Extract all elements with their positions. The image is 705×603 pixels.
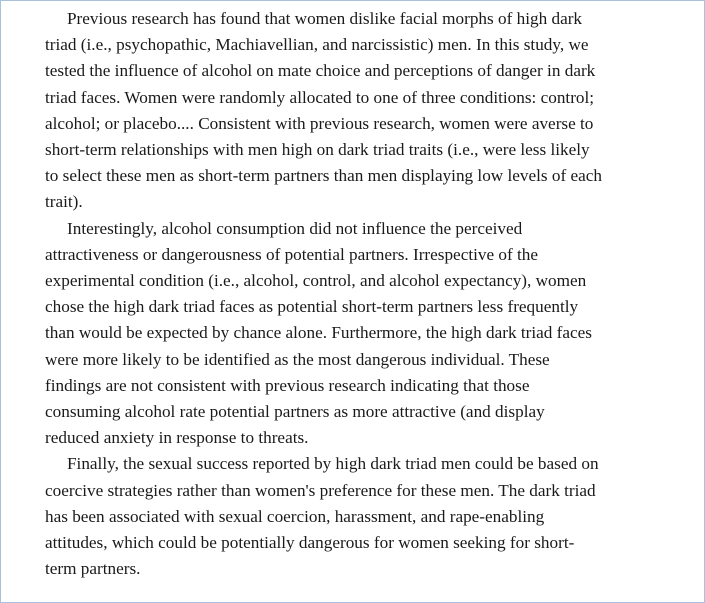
text-line: Finally, the sexual success reported by high dark triad men could be based on (67, 454, 599, 474)
text-line: experimental condition (i.e., alcohol, control, and alcohol expectancy), women (45, 271, 587, 291)
paragraph-3 (23, 451, 695, 582)
text-line: coercive strategies rather than women's preference for these men. The dark triad (45, 480, 596, 500)
text-line: than would be expected by chance alone. Furthermore, the high dark triad faces (45, 323, 592, 343)
text-line: triad (i.e., psychopathic, Machiavellian, and narcissistic) men. In this study, we (45, 35, 589, 55)
text-line: term partners. (45, 559, 141, 579)
paragraph-1 (23, 6, 695, 216)
paragraph-2 (23, 216, 695, 452)
text-line: Previous research has found that women dislike facial morphs of high dark (67, 9, 583, 28)
text-line: to select these men as short-term partners than men displaying low levels of each (45, 166, 602, 186)
text-line: reduced anxiety in response to threats. (45, 428, 309, 448)
text-line: has been associated with sexual coercion, harassment, and rape-enabling (45, 506, 545, 526)
text-line: triad faces. Women were randomly allocated to one of three conditions: control; (45, 87, 595, 107)
text-line: consuming alcohol rate potential partners as more attractive (and display (45, 402, 545, 422)
text-line: tested the influence of alcohol on mate choice and perceptions of danger in dark (45, 61, 596, 81)
text-line: were more likely to be identified as the most dangerous individual. These (45, 349, 550, 369)
text-line: short-term relationships with men high on dark triad traits (i.e., were less likely (45, 140, 590, 160)
text-line: trait). (45, 192, 83, 212)
text-line: alcohol; or placebo.... Consistent with previous research, women were averse to (45, 113, 594, 133)
text-line: findings are not consistent with previous research indicating that those (45, 375, 530, 395)
text-line: Interestingly, alcohol consumption did not influence the perceived (67, 218, 523, 238)
text-line: chose the high dark triad faces as potential short-term partners less frequently (45, 297, 579, 317)
text-line: attitudes, which could be potentially dangerous for women seeking for short- (45, 533, 575, 553)
document-body (23, 6, 695, 582)
text-line: attractiveness or dangerousness of potential partners. Irrespective of the (45, 244, 538, 264)
